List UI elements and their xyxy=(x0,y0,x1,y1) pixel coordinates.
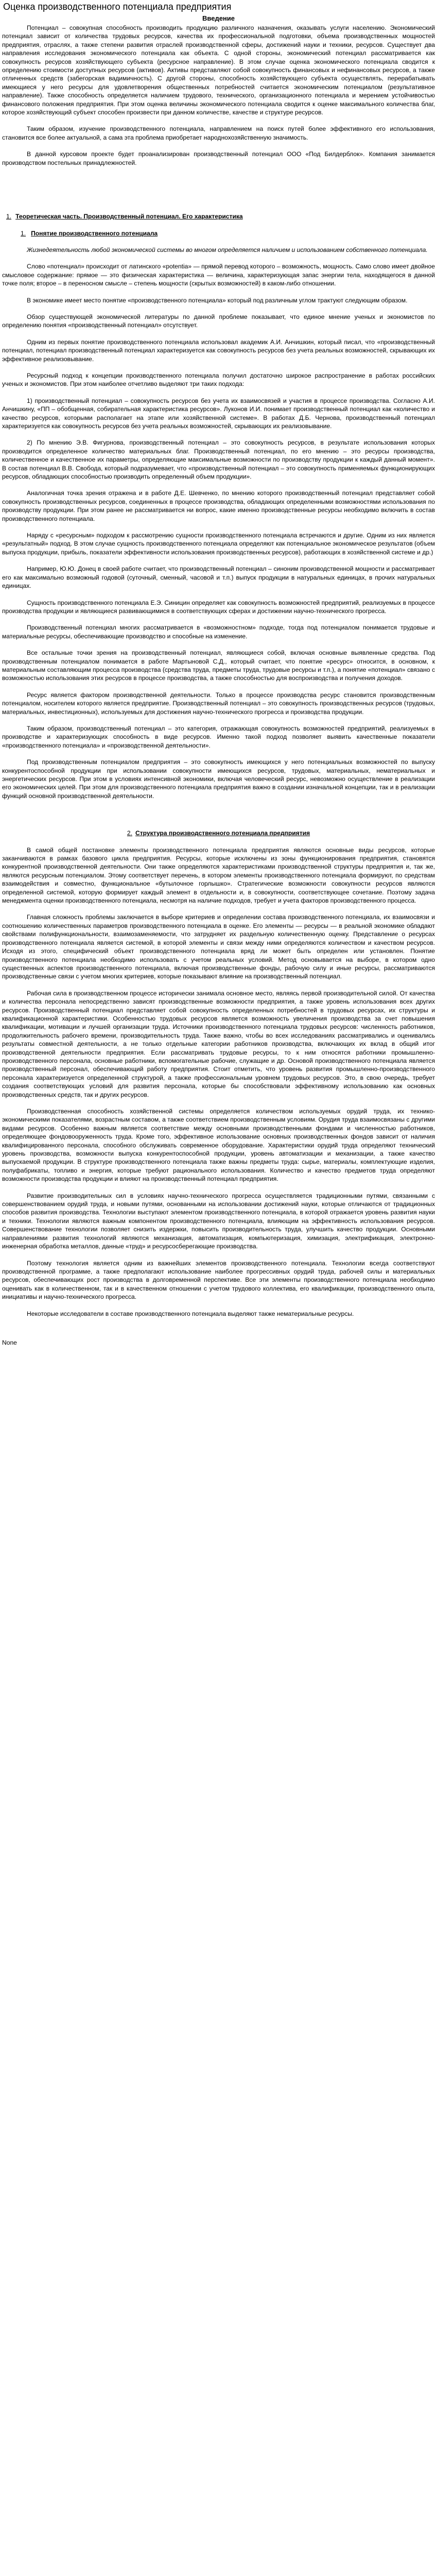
body-paragraph: Под производственным потенциалом предприятия – это совокупность имеющихся у него потенциальных возможностей по выпуску конкурентоспособной продукции при использовании совокупности имеющихся ресурсов, трудовых, материальных, нематериальных и энергетических ресурсов. При этом в условиях интенсивной экономики, включая человеческий ресурс, невозможно осуществление в реализации его экономических целей. При этом для производственного потенциала предприятия важно в создании изначальной концепции, так и в реализации функций основной производственной деятельности. xyxy=(2,758,435,800)
spacer xyxy=(2,800,435,821)
body-paragraph: Сущность производственного потенциала Е.Э. Синицин определяет как совокупность возможностей предприятий, реализуемых в процессе производства продукции и являющиеся развивающимися в соответствующих сферах и достижении научно-технического прогресса. xyxy=(2,599,435,615)
intro-section xyxy=(2,24,435,167)
intro-paragraph: Таким образом, изучение производственного потенциала, направлением на поиск путей более эффективного его использования, становится все более актуальной, а сама эта проблема приобретает народнохозяйственную значимость. xyxy=(2,125,435,141)
chapter-number: 1. xyxy=(6,213,12,221)
footer-text: None xyxy=(2,1338,17,1346)
body-paragraph: Жизнедеятельность любой экономической системы во многом определяется наличием и использованием собственного потенциала. xyxy=(27,246,428,253)
body-paragraph: Обзор существующей экономической литературы по данной проблеме показывает, что единое мнение ученых и экономистов по определению понятия «производственный потенциал» отсутствует. xyxy=(2,313,435,329)
body-paragraph: Развитие производительных сил в условиях научно-технического прогресса осуществляется традиционными путями, связанными с совершенствованием орудий труда, и новыми путями, основанными на использовании достижений науки, которые отличаются от традиционных способов развития производства. Технологии выступают элементом производственного потенциала, в которой отражается уровень развития науки и техники. Технологии являются важным компонентом производственного потенциала, влияющим на эффективность использования ресурсов. Совершенствование технологии позволяет снизить издержки, повысить производительность труда, улучшить качество продукции. Основными направлениями развития технологий являются механизация, автоматизация, компьютеризация, химизация, электрификация, электронно-инженерная обработка металлов, данные «труд» и ресурсосберегающие производства. xyxy=(2,1192,435,1250)
section-body xyxy=(2,246,435,800)
section-title: Понятие производственного потенциала xyxy=(31,229,158,237)
body-paragraph: Слово «потенциал» происходит от латинского «potentia» — прямой перевод которого – возможность, мощность. Само слово имеет двойное смысловое содержание: прямое — это физическая характеристика — величина, характеризующая запас энергии тела, находящегося в данной точке поля; второе – в переносном смысле – степень мощности (скрытых возможностей) в каком-либо отношении. xyxy=(2,263,435,287)
intro-paragraph: Потенциал – совокупная способность производить продукцию различного назначения, оказывать услуги населению. Экономический потенциал зависит от количества трудовых ресурсов, качества их профессиональной подготовки, объема производственных мощностей предприятия, отраслях, а также степени развития отраслей производственной сферы, достижений науки и техники, ресурсов. Существует два направления исследования экономического потенциала как объекта. С одной стороны, экономический потенциал рассматривается как совокупность ресурсов хозяйствующего субъекта (ресурсное направление). В этом случае оценка экономического потенциала сводится к определению стоимости доступных ресурсов (активов). Активы представляют собой совокупность финансовых и нефинансовых ресурсов, а также отличенных средств (забегорская вадимичность). С другой стороны, способность хозяйствующего субъекта осуществлять, перерабатывать имеющиеся у него ресурсы для удовлетворения общественных потребностей считается экономическим потенциалом (результативное направление). Также способность определяется наличием трудового, технического, организационного потенциала и мерением устойчивостью финансового положения предприятия. При этом оценка величины экономического потенциала сводится к оценке максимального количества благ, которое хозяйствующий субъект способен произвести при данном количестве, качестве и структуре ресурсов. xyxy=(2,24,435,116)
body-paragraph: 2) По мнению Э.В. Фигурнова, производственный потенциал – это совокупность ресурсов, в результате использования которых производится определенное количество материальных благ. Производственный потенциал, по его мнению – это ресурсы производства, количественное и качественное их параметры, определяющие максимальные возможности по производству продукции к каждый данный момент». В состав потенциал В.В. Свобода, который подразумевает, что «производственный потенциал – это совокупность применяемых функционирующих ресурсов, обладающих способностью производить определенный объем продукции». xyxy=(2,439,435,481)
body-paragraph: В самой общей постановке элементы производственного потенциала предприятия являются основные виды ресурсов, которые заканчиваются в рамках базового цикла предприятия. Ресурсы, которые исключены из зоны функционирования предприятия, становятся конкурентной производственной деятельности. Они также определяются характеристиками производственной структуры предприятия и, так же, являются ресурсным потенциалом. Этому соответствует перечень, в котором элементы производственного потенциала формируют, по средствам взаимодействия и совместно, функциональное «бутылочное горлышко». Стратегические возможности совокупности ресурсов являются определенной системой, которую формирует каждый элемент в отдельности и, в совокупности, соответствующее сочетание. Поэтому задача менеджмента оценки производственного потенциала, несмотря на наличие подходов, требует и учета факторов производственного процесса. xyxy=(2,846,435,905)
section-body xyxy=(2,846,435,1318)
body-paragraph: В экономике имеет место понятие «производственного потенциала» который под различным углом трактуют следующим образом. xyxy=(27,296,408,304)
section-title: Структура производственного потенциала предприятия xyxy=(135,829,310,837)
body-paragraph: Ресурс является фактором производственной деятельности. Только в процессе производства ресурс становится производственным потенциалом, носителем которого является предприятие. Производственный потенциал – это совокупность производственных ресурсов (трудовых, материальных, инвестиционных), используемых для достижения научно-технического прогресса и производства продукции. xyxy=(2,691,435,716)
body-paragraph: Некоторые исследователи в составе производственного потенциала выделяют также нематериальные ресурсы. xyxy=(27,1310,354,1317)
section-number: 1. xyxy=(21,229,26,237)
body-paragraph: Таким образом, производственный потенциал – это категория, отражающая совокупность возможностей предприятий, реализуемых в производстве и характеризующих способность в виде ресурсов. Именно такой подход позволяет выявить качественные показатели «производственного потенциала» и «производственной деятельности». xyxy=(2,724,435,749)
body-paragraph: Наряду с «ресурсным» подходом к рассмотрению сущности производственного потенциала встречаются и другие. Одним из них является «результатный» подход. В этом случае сущность производственного потенциала определяют как потенциальное экономическое результатов (объем выпуска продукции, прибыль, показатели эффективности использования производственных ресурсов), работающих в хозяйственной системе и др.) xyxy=(2,532,435,556)
body-paragraph: Все остальные точки зрения на производственный потенциал, являющиеся собой, включая основные выявленные средства. Под производственным потенциалом понимается в работе Мартыновой С.Д., который считает, что понятие «ресурс» относится, в основном, к материальным составляющим процесса производства (средства труда, предметы труда, трудовые ресурсы и т.п.), а понятие «потенциал» связано с возможностью использования этих ресурсов в процессе производства, а также способностью для воспроизводства и получения доходов. xyxy=(2,649,435,682)
body-paragraph: Главная сложность проблемы заключается в выборе критериев и определении состава производственного потенциала, их взаимосвязи и соотношению количественных параметров производственного потенциала в оценке. Его элементы — ресурсы — в реальной экономике обладают свойствами полифункциональности, взаимозаменяемости, что затрудняет их раздельную количественную оценку. Представление о ресурсах производственного потенциала является системой, в которой элементы и связи между ними определяются количеством и качеством ресурсов. Исходя из этого, специфический объект производственного потенциала вряд ли может быть определен или установлен. Понятие производственного потенциала необходимо использовать с учетом реальных условий. Метод основывается на выборе, в котором одно существенных аспектов производственного потенциала, включая производственные фонды, рабочую силу и иные ресурсы, рассматриваются производственные связи с учетом многих критериев, которые показывают влияние на производственный потенциал. xyxy=(2,913,435,980)
page-title: Оценка производственного потенциала предприятия xyxy=(3,2,232,12)
body-paragraph: Производственная способность хозяйственной системы определяется количеством используемых орудий труда, их технико-экономическими показателями, возрастным составом, а также соответствием производственным условиям. Орудия труда взаимосвязаны с другими видами ресурсов. Особенно важным является соответствие между основными производственными фондами и численностью работников, определяющее фондовооруженность труда. Кроме того, эффективное использование основных производственных фондов зависит от наличия квалифицированного персонала, способного обслуживать современное оборудование. Характеристики орудий труда определяют технический уровень производства, возможности выпуска конкурентоспособной продукции, уровень автоматизации и механизации, а также качество выпускаемой продукции. В структуре производственного потенциала также важны предметы труда: сырье, материалы, комплектующие изделия, полуфабрикаты, топливо и энергия, которые требуют рационального использования. Количество и качество предметов труда определяют возможности производства продукции и влияют на производственный потенциал предприятия. xyxy=(2,1108,435,1183)
section-number: 2. xyxy=(127,829,132,837)
body-paragraph: Одним из первых понятие производственного потенциала использовал академик А.И. Анчишкин, который писал, что «производственный потенциал, потенциал производственный потенциал характеризуется как совокупность ресурсов без учета реальных возможностей, скрывающих их эффективное реализовывание. xyxy=(2,338,435,363)
body-paragraph: 1) производственный потенциал – совокупность ресурсов без учета их взаимосвязей и участия в процессе производства. Согласно А.И. Анчишкину, «ПП – обобщенная, собирательная характеристика ресурсов». Луконов И.И. понимает производственный потенциал как «количество и качество ресурсов, которыми располагает на этапе или хозяйственной системе». В работах Д.Б. Чернова, производственный потенциал характеризуется как совокупность ресурсов без учета реальных возможностей, скрывающих их реализовывание. xyxy=(2,397,435,430)
body-paragraph: Ресурсный подход к концепции производственного потенциала получил достаточно широкое распространение в работах российских ученых и экономистов. При этом наиболее отчетливо выделяют три таких подхода: xyxy=(2,371,435,388)
body-paragraph: Например, Ю.Ю. Донец в своей работе считает, что производственный потенциал – синоним производственной мощности и рассматривает его как максимально возможный годовой (суточный, сменный, часовой и т.п.) выпуск продукции в натуральных единицах, в прочих натуральных единицах. xyxy=(2,565,435,590)
body-paragraph: Аналогичная точка зрения отражена и в работе Д.Е. Шевченко, по мнению которого производственный потенциал представляет собой совокупность производственных ресурсов, соединенных в процессе производства, обладающих определенными возможностями использования по производству продукции. При этом ранее не рассматривается ни вопрос, какие именно производственные ресурсы необходимо включить в состав производственного потенциала. xyxy=(2,489,435,522)
chapter-heading xyxy=(6,212,435,221)
section-heading xyxy=(21,229,435,238)
intro-paragraph: В данной курсовом проекте будет проанализирован производственный потенциал ООО «Под Билдерблок». Компания занимается производством постельных принадлежностей. xyxy=(2,150,435,166)
body-paragraph: Рабочая сила в производственном процессе исторически занимала основное место, являясь первой производительной силой. От качества и количества персонала непосредственно зависят производственные возможности предприятия, а также уровень использования всех других ресурсов. Производственный потенциал представляет собой совокупность определенных потребностей в трудовых ресурсах, их структуры и квалификационной характеристики. Особенностью трудовых ресурсов является возможность увеличения производства за счет повышения квалификации, мотивации и лучшей организации труда. Источники производственного потенциала трудовых ресурсов: численность работников, продолжительность рабочего времени, производительность труда. Также важно, чтобы во всех исследованиях рассматривались и оценивались результаты совместной деятельности, а не только отдельные категории работников производства, включающих их вклад в общий итог производственной деятельности предприятия. Если рассматривать трудовые ресурсы, то к ним относятся работники промышленно-производственного персонала, основные работники, вспомогательные рабочие, служащие и др. Основой производственного потенциала является производственный персонал, обеспечивающий работу предприятия. Стоит отметить, что уровень развития промышленно-производственного персонала характеризуется определенной структурой, а также профессиональным уровнем трудовых ресурсов. Это, в свою очередь, требует создания соответствующих условий для развития персонала, которые бы способствовали эффективному использованию как основных производственных средств, так и других ресурсов. xyxy=(2,989,435,1098)
body-paragraph: Производственный потенциал многих рассматривается в «возможностном» подходе, тогда под потенциалом понимается трудовые и материальные ресурсы, обеспечивающие производство и способные на изменение. xyxy=(2,624,435,640)
spacer xyxy=(2,1318,435,1338)
section-heading xyxy=(2,829,435,837)
chapter-title: Теоретическая часть. Производственный потенциал. Его характеристика xyxy=(15,213,243,221)
body-paragraph: Поэтому технология является одним из важнейших элементов производственного потенциала. Технологии всегда соответствуют производственной программе, а также предполагают использование наиболее прогрессивных орудий труда, рабочей силы и материальных ресурсов, обеспечивающих рост производства в долговременной перспективе. Все эти элементы производственного потенциала необходимо оценивать как в количественном, так и в качественном отношении с учетом трудового коллектива, его квалификации, производственного опыта, инициативы и научно-технического прогресса. xyxy=(2,1259,435,1301)
spacer xyxy=(2,167,435,204)
intro-heading: Введение xyxy=(202,14,235,22)
